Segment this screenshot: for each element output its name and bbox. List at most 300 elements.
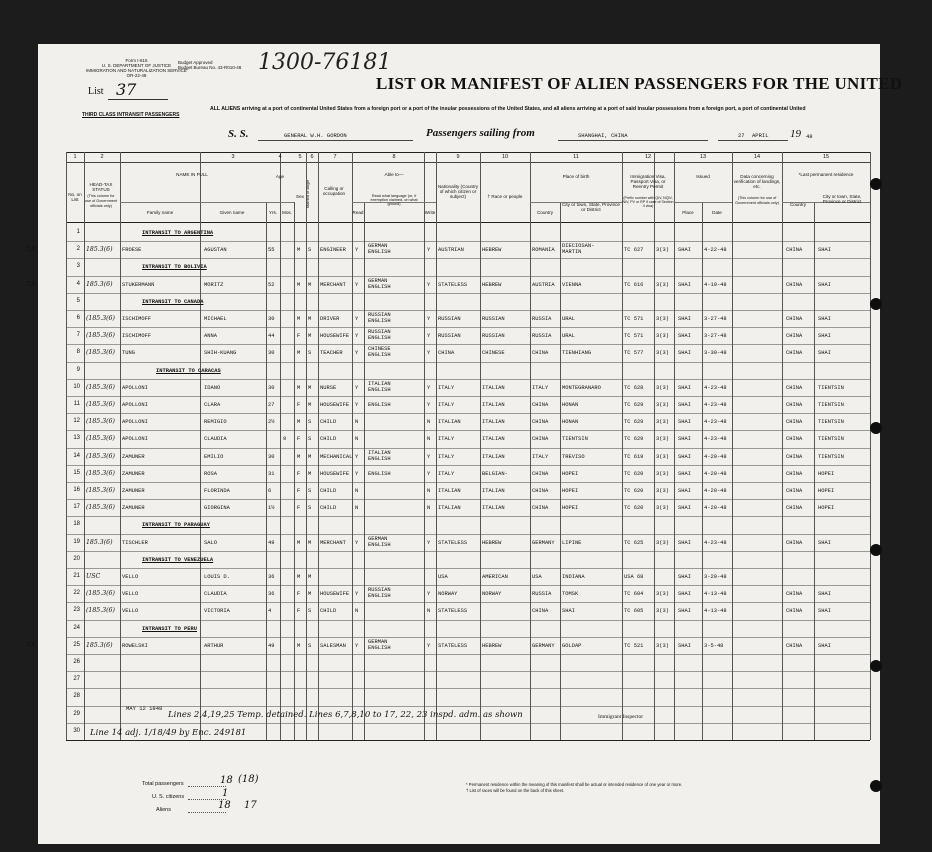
- nationality-cell: AUSTRIAN: [438, 247, 464, 254]
- visa-section-cell: 3(3): [656, 488, 669, 494]
- family-name-cell: ZAMUNER: [122, 488, 145, 494]
- visa-section-cell: 3(3): [656, 281, 669, 288]
- race-cell: ITALIAN: [482, 488, 505, 494]
- row-divider: [66, 620, 870, 621]
- occupation-cell: CHILD: [320, 488, 337, 494]
- write-cell: N: [427, 419, 431, 426]
- head-tax-cell: (185.3(6): [86, 332, 115, 340]
- column-divider: [782, 152, 783, 740]
- sailing-month: APRIL: [752, 132, 769, 139]
- birth-country-cell: AUSTRIA: [532, 281, 555, 288]
- sex-cell: M: [297, 419, 301, 426]
- residence-city-cell: TIENTSIN: [818, 402, 844, 408]
- page-title: LIST OR MANIFEST OF ALIEN PASSENGERS FOR THE UNITED: [376, 74, 903, 93]
- head-tax-cell: (185.3(6): [86, 452, 115, 460]
- issued-place-cell: SHAI: [678, 333, 691, 340]
- read-cell: Y: [355, 384, 359, 391]
- marital-status-cell: S: [308, 247, 312, 254]
- birth-city-cell: GOLDAP: [562, 642, 582, 649]
- row-divider: [66, 430, 870, 431]
- sex-cell: F: [297, 333, 301, 340]
- race-cell: RUSSIAN: [482, 316, 505, 322]
- residence-city-cell: TIENTSIN: [818, 436, 844, 443]
- language-cell: RUSSIAN ENGLISH: [368, 312, 391, 324]
- read-cell: Y: [355, 333, 359, 340]
- age-years-cell: 44: [268, 333, 275, 340]
- row-number: 24: [73, 624, 80, 631]
- birth-city-cell: TOMSK: [562, 591, 579, 598]
- column-divider: [674, 152, 675, 740]
- visa-section-cell: 3(3): [656, 642, 669, 649]
- header-read: Read: [352, 210, 364, 215]
- visa-cell: TC 620: [624, 488, 644, 494]
- column-divider: [622, 152, 623, 740]
- birth-city-cell: DIECIOSAN- MARTIN: [562, 243, 595, 256]
- nationality-cell: STATELESS: [438, 281, 468, 288]
- column-number: 13: [699, 154, 707, 160]
- write-cell: Y: [427, 384, 431, 391]
- given-name-cell: FLORINDA: [204, 488, 230, 494]
- header-data-concerning: Data concerning verification of landings, etc.: [733, 174, 781, 189]
- column-divider: [318, 152, 319, 740]
- issued-place-cell: SHAI: [678, 488, 691, 494]
- birth-city-cell: HONAN: [562, 419, 579, 426]
- column-number: 4: [278, 154, 282, 160]
- nationality-cell: STATELESS: [438, 608, 468, 615]
- occupation-cell: MECHANICAL: [320, 453, 353, 460]
- given-name-cell: ROSA: [204, 470, 217, 477]
- row-number: 19: [73, 538, 80, 545]
- marital-status-cell: M: [308, 384, 312, 391]
- birth-country-cell: RUSSIA: [532, 591, 552, 598]
- header-nationality: Nationality (Country of which citizen or subject): [437, 184, 479, 199]
- row-divider: [66, 585, 870, 586]
- sailing-day: 27: [738, 132, 745, 139]
- write-cell: Y: [427, 591, 431, 598]
- language-cell: RUSSIAN ENGLISH: [368, 587, 391, 600]
- issued-date-cell: 4-13-48: [704, 608, 727, 615]
- issued-place-cell: SHAI: [678, 384, 691, 391]
- citizens-label: U. S. citizens: [152, 794, 185, 800]
- residence-country-cell: CHINA: [786, 591, 803, 598]
- family-name-cell: ISCHIMOFF: [122, 333, 152, 340]
- total-label: Total passengers: [142, 781, 184, 787]
- header-race: † Race or people: [487, 194, 523, 199]
- birth-country-cell: CHINA: [532, 470, 549, 477]
- issued-date-cell: 3-30-48: [704, 350, 727, 357]
- age-years-cell: 30: [268, 384, 275, 391]
- language-cell: RUSSIAN ENGLISH: [368, 329, 391, 342]
- row-number: 9: [76, 366, 80, 373]
- row-number: 30: [73, 727, 80, 734]
- line27-annotation: Line 14 adj. 1/18/49 by Enc. 249181: [90, 728, 247, 738]
- family-name-cell: VELLO: [122, 591, 139, 598]
- write-cell: Y: [427, 281, 431, 288]
- residence-city-cell: SHAI: [818, 591, 831, 598]
- row-number: 20: [73, 555, 80, 562]
- footnote-residence: * Permanent residence within the meaning of this manifest shall be actual or intended residence of one year or more.: [466, 782, 683, 787]
- given-name-cell: LOUIS D.: [204, 574, 230, 580]
- row-divider: [66, 241, 870, 242]
- subheader-divider: [266, 202, 294, 203]
- head-tax-cell: (185.3(6): [86, 383, 115, 391]
- birth-city-cell: HOPEI: [562, 505, 579, 512]
- section-label: INTRANSIT TO BOLIVIA: [142, 264, 207, 271]
- ss-label: S. S.: [228, 128, 249, 140]
- occupation-cell: HOUSEWIFE: [320, 591, 350, 598]
- head-tax-cell: USC: [86, 573, 101, 580]
- marital-status-cell: S: [308, 642, 312, 649]
- given-name-cell: CLAUDIA: [204, 591, 227, 598]
- marital-status-cell: M: [308, 402, 312, 408]
- row-divider: [66, 293, 870, 294]
- residence-city-cell: HOPEI: [818, 488, 835, 494]
- birth-country-cell: CHINA: [532, 350, 549, 357]
- occupation-cell: MERCHANT: [320, 539, 346, 546]
- row-divider: [66, 723, 870, 724]
- family-name-cell: APOLLONI: [122, 419, 148, 426]
- issued-date-cell: 3-27-48: [704, 333, 727, 340]
- nationality-cell: CHINA: [438, 350, 455, 357]
- sex-cell: M: [297, 316, 301, 322]
- column-number: 5: [298, 154, 302, 160]
- occupation-cell: HOUSEWIFE: [320, 470, 350, 477]
- header-family-name: Family name: [146, 210, 174, 215]
- marital-status-cell: M: [308, 453, 312, 460]
- residence-city-cell: TIENTSIN: [818, 453, 844, 460]
- header-age: Age: [275, 174, 285, 179]
- column-number: 1: [73, 154, 77, 160]
- column-number: 10: [501, 154, 509, 160]
- row-number: 16: [73, 487, 80, 493]
- row-divider: [66, 516, 870, 517]
- read-cell: Y: [355, 591, 359, 598]
- column-divider: [200, 152, 201, 740]
- birth-country-cell: CHINA: [532, 436, 549, 443]
- given-name-cell: AGUSTAN: [204, 247, 227, 254]
- issued-date-cell: 4-19-48: [704, 281, 727, 288]
- birth-country-cell: CHINA: [532, 505, 549, 512]
- birth-city-cell: INDIANA: [562, 574, 585, 580]
- row-divider: [66, 448, 870, 449]
- family-name-cell: ZAMUNER: [122, 470, 145, 477]
- write-cell: Y: [427, 350, 431, 357]
- column-divider: [480, 152, 481, 740]
- head-tax-cell: (185.3(6): [86, 418, 115, 426]
- birth-country-cell: CHINA: [532, 488, 549, 494]
- column-divider: [266, 202, 267, 740]
- sex-cell: M: [297, 247, 301, 254]
- issued-place-cell: SHAI: [678, 316, 691, 322]
- occupation-cell: CHILD: [320, 608, 337, 615]
- nationality-cell: RUSSIAN: [438, 333, 461, 340]
- row-number: 8: [76, 349, 80, 356]
- residence-country-cell: CHINA: [786, 642, 803, 649]
- visa-cell: TC 629: [624, 419, 644, 426]
- port-name: SHANGHAI, CHINA: [578, 132, 628, 139]
- residence-city-cell: SHAI: [818, 539, 831, 546]
- sex-cell: F: [297, 488, 301, 494]
- row-number: 23: [73, 607, 80, 614]
- language-cell: ENGLISH: [368, 402, 391, 408]
- issued-date-cell: 4-23-48: [704, 384, 727, 391]
- head-tax-cell: (185.3(6): [86, 469, 115, 477]
- visa-section-cell: 3(3): [656, 247, 669, 254]
- section-label: INTRANSIT TO ARGENTINA: [142, 230, 214, 236]
- inspector-label: Immigrant Inspector: [598, 714, 644, 720]
- column-divider: [530, 152, 531, 740]
- race-cell: NORWAY: [482, 591, 502, 598]
- row-number: 18: [73, 521, 80, 528]
- row-number: 3: [76, 263, 80, 270]
- head-tax-cell: (185.3(6): [86, 607, 115, 615]
- age-years-cell: 36: [268, 574, 275, 580]
- row-divider: [66, 688, 870, 689]
- sex-cell: M: [297, 539, 301, 546]
- sex-cell: F: [297, 591, 301, 598]
- read-cell: Y: [355, 281, 359, 288]
- race-cell: ITALIAN: [482, 436, 505, 443]
- family-name-cell: APOLLONI: [122, 402, 148, 408]
- visa-section-cell: 3(3): [656, 316, 669, 322]
- issued-date-cell: 4-20-48: [704, 453, 727, 460]
- section-label: INTRANSIT TO CARACAS: [156, 367, 221, 374]
- residence-country-cell: CHINA: [786, 436, 803, 443]
- row-number: 12: [73, 418, 80, 425]
- total-value: 18: [220, 775, 233, 786]
- visa-cell: TC 629: [624, 402, 644, 408]
- family-name-cell: VELLO: [122, 608, 139, 615]
- visa-section-cell: 3(3): [656, 333, 669, 340]
- occupation-cell: HOUSEWIFE: [320, 402, 350, 408]
- header-given-name: Given name: [219, 210, 245, 215]
- sex-cell: M: [297, 642, 301, 649]
- head-tax-cell: (185.3(6): [86, 435, 115, 443]
- family-name-cell: ZAMUNER: [122, 453, 145, 460]
- birth-country-cell: ITALY: [532, 453, 549, 460]
- write-cell: Y: [427, 402, 431, 408]
- row-divider: [66, 637, 870, 638]
- visa-cell: TC 620: [624, 505, 644, 512]
- write-cell: Y: [427, 453, 431, 460]
- column-divider: [560, 202, 561, 740]
- marital-status-cell: M: [308, 281, 312, 288]
- punch-hole: [870, 298, 882, 310]
- header-bottom-border: [66, 222, 870, 223]
- ship-name: GENERAL W.H. GORDON: [284, 132, 347, 139]
- visa-cell: TC 571: [624, 316, 644, 322]
- row-divider: [66, 602, 870, 603]
- nationality-cell: NORWAY: [438, 591, 458, 598]
- write-cell: Y: [427, 333, 431, 340]
- residence-city-cell: SHAI: [818, 350, 831, 357]
- birth-country-cell: RUSSIA: [532, 333, 552, 340]
- head-tax-cell: 185.3(6): [86, 280, 113, 288]
- given-name-cell: SALO: [204, 539, 217, 546]
- visa-cell: TC 625: [624, 539, 644, 546]
- race-cell: ITALIAN: [482, 505, 505, 512]
- read-cell: Y: [355, 539, 359, 546]
- residence-country-cell: CHINA: [786, 488, 803, 494]
- header-sex: Sex: [296, 194, 304, 199]
- punch-hole: [870, 422, 882, 434]
- occupation-cell: ENGINEER: [320, 247, 346, 254]
- column-divider: [280, 152, 281, 740]
- header-visa-note: (Prefix number with QIV, NQIV, NIV, PV or RP if case of Section 4 visa): [622, 196, 674, 208]
- read-cell: Y: [355, 470, 359, 477]
- write-cell: Y: [427, 539, 431, 546]
- total-handwritten: (18): [238, 774, 259, 785]
- header-data-note: (This column for use of Government officials only): [735, 196, 779, 205]
- sailing-label: Passengers sailing from: [426, 127, 535, 139]
- issued-place-cell: SHAI: [678, 453, 691, 460]
- nationality-cell: ITALY: [438, 436, 455, 443]
- sex-cell: F: [297, 608, 301, 615]
- list-label: List: [88, 86, 104, 97]
- row-number: 13: [73, 435, 80, 442]
- punch-hole: [870, 178, 882, 190]
- language-cell: ENGLISH: [368, 470, 391, 477]
- race-cell: ITALIAN: [482, 419, 505, 426]
- birth-country-cell: ITALY: [532, 384, 549, 391]
- race-cell: AMERICAN: [482, 574, 508, 580]
- residence-country-cell: CHINA: [786, 402, 803, 408]
- issued-place-cell: SHAI: [678, 247, 691, 254]
- issued-date-cell: 4-23-48: [704, 419, 727, 426]
- row-divider: [66, 362, 870, 363]
- column-number: 7: [333, 154, 337, 160]
- occupation-cell: TEACHER: [320, 350, 343, 357]
- subtitle: ALL ALIENS arriving at a port of continental United States from a foreign port or a port of the insular possessions of the United States, and all aliens arriving at a port of said insular possessions from a foreign port, a port of continental United: [210, 106, 806, 112]
- header-read-language: Read what language (or, if exemption claimed, on what ground): [370, 194, 418, 207]
- family-name-cell: TUNG: [122, 350, 135, 357]
- age-months-cell: 9: [283, 436, 287, 443]
- column-divider: [364, 202, 365, 740]
- row-divider: [66, 551, 870, 552]
- year-prefix: 19: [790, 128, 801, 140]
- punch-hole: [870, 660, 882, 672]
- header-place-of-birth: Place of birth: [562, 174, 590, 179]
- issued-date-cell: 4-20-48: [704, 488, 727, 494]
- residence-country-cell: CHINA: [786, 384, 803, 391]
- row-number: 1: [76, 229, 80, 235]
- header-visa: Immigration Visa, Passport Visa, or Reentry Permit: [630, 174, 666, 189]
- residence-country-cell: CHINA: [786, 470, 803, 477]
- head-tax-cell: (185.3(6): [86, 487, 115, 494]
- family-name-cell: FROESE: [122, 247, 142, 254]
- column-divider: [654, 152, 655, 740]
- header-mos: Mos.: [282, 210, 292, 215]
- occupation-cell: NURSE: [320, 384, 337, 391]
- given-name-cell: ANNA: [204, 333, 217, 340]
- occupation-cell: CHILD: [320, 419, 337, 426]
- read-cell: N: [355, 419, 359, 426]
- age-years-cell: 31: [268, 470, 275, 477]
- language-cell: ITALIAN ENGLISH: [368, 449, 391, 462]
- footnote-races: † List of races will be found on the back of this sheet.: [466, 788, 565, 793]
- head-tax-cell: (185.3(6): [86, 504, 115, 512]
- family-name-cell: TISCHLER: [122, 539, 148, 546]
- row-divider: [66, 568, 870, 569]
- write-cell: Y: [427, 316, 431, 322]
- sex-cell: F: [297, 470, 301, 477]
- visa-cell: TC 571: [624, 333, 644, 340]
- write-cell: Y: [427, 470, 431, 477]
- residence-city-cell: SHAI: [818, 247, 831, 254]
- residence-city-cell: TIENTSIN: [818, 419, 844, 426]
- aliens-handwritten: 17: [244, 800, 257, 811]
- birth-country-cell: ROMANIA: [532, 247, 555, 254]
- column-number: 9: [456, 154, 460, 160]
- column-number: 6: [310, 154, 314, 160]
- issued-place-cell: SHAI: [678, 608, 691, 615]
- header-married: Married or single: [306, 179, 310, 209]
- occupation-cell: HOUSEWIFE: [320, 333, 350, 340]
- age-years-cell: 30: [268, 453, 275, 460]
- visa-section-cell: 3(3): [656, 453, 669, 460]
- age-years-cell: 30: [268, 316, 275, 322]
- margin-mark: T.R.: [26, 280, 38, 288]
- header-write: Write: [424, 210, 436, 215]
- visa-section-cell: 3(3): [656, 591, 669, 598]
- family-name-cell: ISCHIMOFF: [122, 316, 152, 322]
- row-divider: [66, 534, 870, 535]
- given-name-cell: IDANO: [204, 384, 221, 391]
- issued-date-cell: 4-23-48: [704, 539, 727, 546]
- header-last-residence: *Last permanent residence: [798, 172, 854, 177]
- row-number: 6: [76, 315, 80, 321]
- table-top-border: [66, 152, 870, 153]
- form-block: Form I-515 U. S. DEPARTMENT OF JUSTICE IMMIGRATION AND NATURALIZATION SERVICE OR-22-48: [86, 58, 187, 78]
- birth-city-cell: SHAI: [562, 608, 575, 615]
- column-divider: [306, 152, 307, 740]
- column-divider: [294, 202, 295, 740]
- race-cell: ITALIAN: [482, 453, 505, 460]
- head-tax-cell: (185.3(6): [86, 401, 115, 408]
- marital-status-cell: M: [308, 539, 312, 546]
- margin-mark: T.R.: [26, 641, 38, 649]
- given-name-cell: CLAUDIA: [204, 436, 227, 443]
- punch-hole: [870, 780, 882, 792]
- issued-place-cell: SHAI: [678, 539, 691, 546]
- residence-country-cell: CHINA: [786, 608, 803, 615]
- marital-status-cell: M: [308, 333, 312, 340]
- residence-country-cell: CHINA: [786, 350, 803, 357]
- issued-date-cell: 3-20-48: [704, 574, 727, 580]
- margin-mark: T.R.: [26, 246, 38, 254]
- sex-cell: M: [297, 384, 301, 391]
- read-cell: N: [355, 505, 359, 512]
- visa-section-cell: 3(3): [656, 419, 669, 426]
- family-name-cell: APOLLONI: [122, 384, 148, 391]
- nationality-cell: ITALY: [438, 453, 455, 460]
- issued-date-cell: 4-13-48: [704, 591, 727, 598]
- visa-section-cell: 3(3): [656, 384, 669, 391]
- race-cell: CHINESE: [482, 350, 505, 357]
- residence-city-cell: SHAI: [818, 316, 831, 322]
- subheader-divider: [674, 202, 732, 203]
- birth-country-cell: CHINA: [532, 608, 549, 615]
- aliens-value: 18: [218, 800, 231, 811]
- age-years-cell: 6: [268, 488, 272, 494]
- header-birth-country: Country: [536, 210, 554, 215]
- visa-section-cell: 3(3): [656, 608, 669, 615]
- visa-cell: TC 521: [624, 642, 644, 649]
- family-name-cell: ROWELSKI: [122, 642, 148, 649]
- column-number: 2: [100, 154, 104, 160]
- language-cell: GERMAN ENGLISH: [368, 638, 391, 651]
- read-cell: N: [355, 608, 359, 615]
